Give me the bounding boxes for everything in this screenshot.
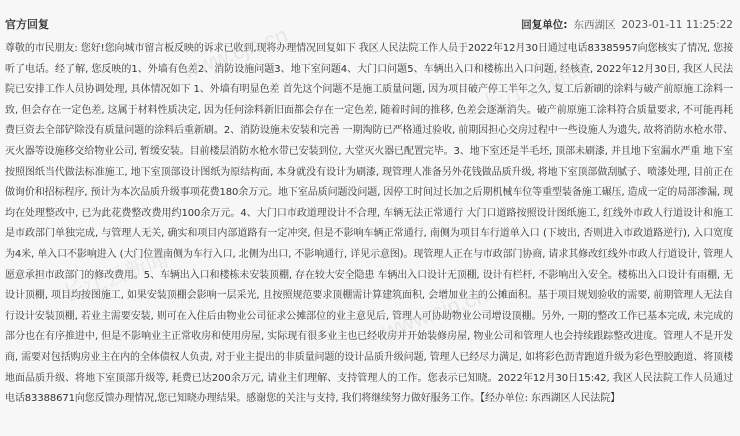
watermark: www.cjn.cn — [378, 281, 491, 344]
watermark: 长江云新闻 — [479, 55, 592, 117]
reply-title: 官方回复 — [5, 18, 49, 31]
watermark: www.cjn.cn — [178, 21, 291, 84]
reply-unit-label: 回复单位: — [521, 18, 568, 31]
reply-meta — [521, 17, 733, 32]
reply-header — [5, 14, 733, 34]
reply-datetime: 2023-01-11 11:25:22 — [621, 18, 733, 31]
reply-body: 尊敬的市民朋友: 您好!您向城市留言板反映的诉求已收到,现将办理情况回复如下 我区人民法院工作人员于2022年12月30日通过电话83385957向您核实了情况, 您接听了电话。经了解, 您反映的1、外墙有色差2、消防设施问题3、地下室问题4、大门口问题5、车辆出入口和楼栋出入口问题, 经核查, 2022年12月30日, 我区人民法院已安排工作人员协调处理, 具体情况如下 1、外墙有明显色差 首先这个问题不是施工质量问题, 因为项目破产停工半年之久, 复工后新刷的涂料与破产前原施工涂料一致, 但会存在一定色差, 这属于材料性质决定, 因为任何涂料新旧面都会存在一定色差, 随着时间的推移, 色差会逐渐消失。破产前原施工涂料符合质量要求, 不可能再耗费巨资去全部铲除没有质量问题的涂料后重新刷。2、消防设施未安装和完善 一期淘防已严格通过验收, 前期因担心交房过程中一些设施人为遗失, 故将消防水枪水带、灭火器等设施移交给物业公司, 暂缓安装。目前楼层消防水枪水带已安装到位, 大堂灭火器已配置完毕。3、地下室还是半毛坯, 顶部未刷漆, 并且地下室漏水严重 地下室按照图纸当代做法标准施工, 地下室顶部设计图纸为原结构面, 本身就没有设计为刷漆, 现管理人准备另外花钱做品质升级, 将地下室顶部做刮腻子、喷漆处理, 目前正在做询价和招标程序, 预计为本次品质升级事项花费180余万元。地下室品质问题没问题, 因停工时间过长加之后期机械车位等重型装备施工碾压, 造成一定的局部渗漏, 现均在处理整改中, 已为此花费整改费用约100余万元。4、大门口市政道理设计不合理, 车辆无法正常通行 大门口道路按照设计图纸施工, 红线外市政人行道设计和施工是市政部门单独完成, 与管理人无关, 确实和项目内部道路有一定冲突, 但是不影响车辆正常通行, 南侧为项目车行道单入口 (下坡出, 否则进入市政道路逆行), 入口宽度为4米, 单入口不影响进入 (大门位置南侧为车行入口, 北侧为出口, 不影响通行, 详见示意图)。现管理人正在与市政部门协商, 请求其修改红线外市政人行道设计, 管理人愿意承担市政部门的修改费用。5、车辆出入口和楼栋未安装顶棚, 存在较大安全隐患 车辆出入口设计无顶棚, 设计有栏杆, 不影响出入安全。楼栋出入口设计有雨棚, 无设计顶棚, 项目均按图施工, 如果安装顶棚会影响一层采光, 且按照规范要求顶棚需计算建筑面积, 会增加业主的公摊面积。基于项目规划验收的需要, 前期管理人无法自行设计安装顶棚, 若业主需要安装, 则可在入住后由物业公司征求公摊部位的业主意见后, 管理人可协助物业公司增设顶棚。另外, 一期的整改工作已基本完成, 未完成的部分也在有序推进中, 但是不影响业主正常收房和使用房屋, 实际现有很多业主也已经收房并开始装修房屋, 物业公司和管理人也会持续跟踪整改进度。管理人不是开发商, 需要对包括购房业主在内的全体债权人负责, 对于业主提出的非质量问题的设计品质升级问题, 管理人已经尽力满足, 如将彩色沥青跑道升级为彩色塑胶跑道、将顶楼地面品质升级、将地下室顶部升级等, 耗费已达200余万元, 请业主们理解、支持管理人的工作。您表示已知晓。2022年12月30日15:42, 我区人民法院工作人员通过电话83388671向您反馈办理情况,您已知晓办理结果。感谢您的关注与支持, 我们将继续努力做好服务工作。【经办单位: 东西湖区人民法院】 — [5, 43, 733, 405]
watermark: 长江云新闻 — [59, 245, 172, 307]
reply-unit: 东西湖区 — [573, 18, 616, 31]
